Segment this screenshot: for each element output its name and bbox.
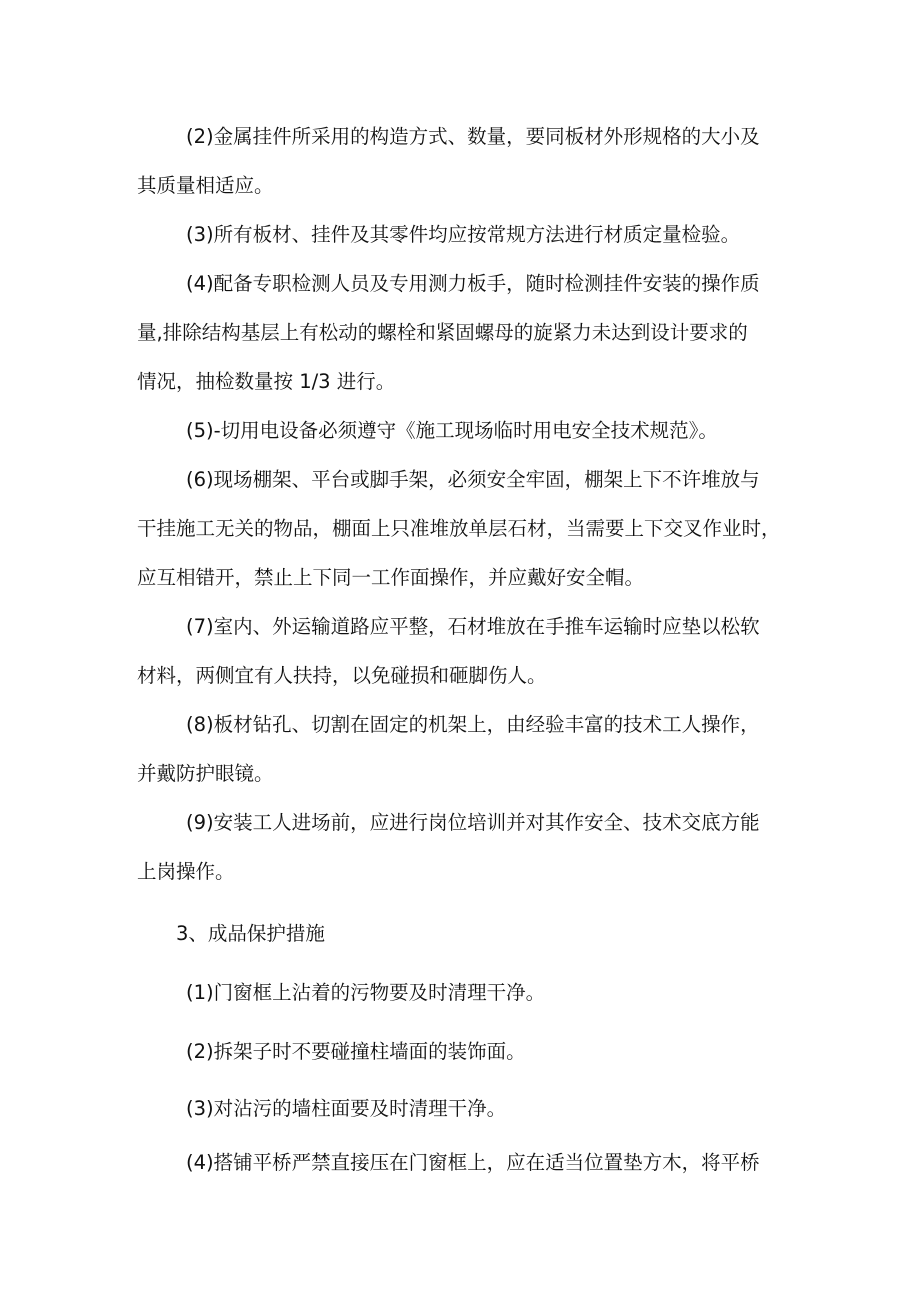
paragraph-9-line-1: (9)安装工人进场前，应进行岗位培训并对其作安全、技术交底方能 xyxy=(186,811,760,834)
paragraph-6-line-1: (6)现场棚架、平台或脚手架，必须安全牢固，棚架上下不许堆放与 xyxy=(186,468,760,491)
paragraph-4-line-3: 情况，抽检数量按 1/3 进行。 xyxy=(137,370,396,393)
protection-item-4: (4)搭铺平桥严禁直接压在门窗框上，应在适当位置垫方木，将平桥 xyxy=(186,1151,760,1174)
paragraph-5-line-1: (5)-切用电设备必须遵守《施工现场临时用电安全技术规范》。 xyxy=(186,419,718,442)
paragraph-4-line-1: (4)配备专职检测人员及专用测力板手，随时检测挂件安装的操作质 xyxy=(186,272,760,295)
paragraph-8-line-2: 并戴防护眼镜。 xyxy=(137,762,274,785)
paragraph-4-line-2: 量,排除结构基层上有松动的螺栓和紧固螺母的旋紧力未达到设计要求的 xyxy=(137,321,748,344)
paragraph-3-line-1: (3)所有板材、挂件及其零件均应按常规方法进行材质定量检验。 xyxy=(186,223,741,246)
protection-item-1: (1)门窗框上沾着的污物要及时清理干净。 xyxy=(186,981,546,1004)
protection-item-2: (2)拆架子时不要碰撞柱墙面的装饰面。 xyxy=(186,1040,526,1063)
protection-item-3: (3)对沾污的墙柱面要及时清理干净。 xyxy=(186,1097,507,1120)
paragraph-8-line-1: (8)板材钻孔、切割在固定的机架上，由经验丰富的技术工人操作， xyxy=(186,713,760,736)
paragraph-2-line-1: (2)金属挂件所采用的构造方式、数量，要同板材外形规格的大小及 xyxy=(186,125,760,148)
paragraph-7-line-2: 材料，两侧宜有人扶持，以免碰损和砸脚伤人。 xyxy=(137,664,547,687)
paragraph-6-line-2: 干挂施工无关的物品，棚面上只准堆放单层石材，当需要上下交叉作业时， xyxy=(137,517,781,540)
paragraph-2-line-2: 其质量相适应。 xyxy=(137,174,274,197)
section-heading: 3、成品保护措施 xyxy=(176,922,325,945)
paragraph-9-line-2: 上岗操作。 xyxy=(137,860,235,883)
paragraph-7-line-1: (7)室内、外运输道路应平整，石材堆放在手推车运输时应垫以松软 xyxy=(186,615,760,638)
paragraph-6-line-3: 应互相错开，禁止上下同一工作面操作，并应戴好安全帽。 xyxy=(137,566,645,589)
